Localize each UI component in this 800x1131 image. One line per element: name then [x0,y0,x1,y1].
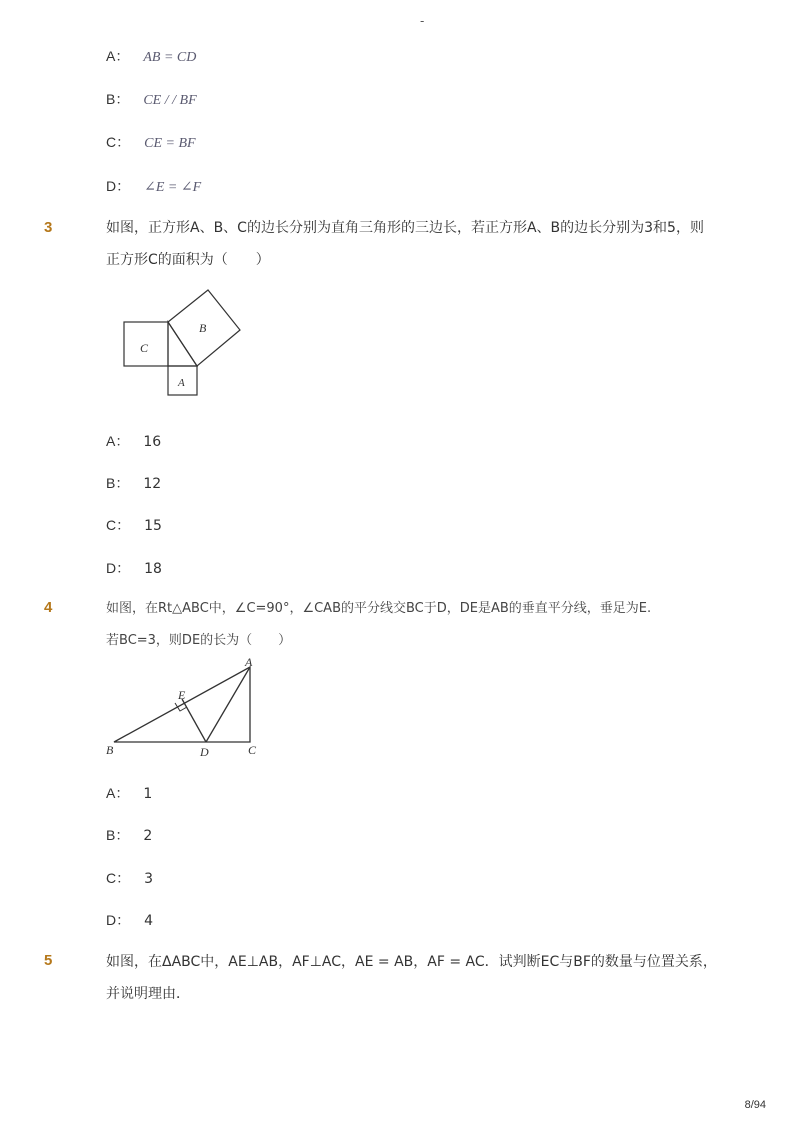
label-b: B [199,321,207,335]
label-b: B [106,743,114,757]
q3-option-b[interactable]: B： 12 [106,475,162,492]
question-5-number: 5 [44,952,53,969]
label-c: C [248,743,257,757]
q4-option-d[interactable]: D： 4 [106,912,154,929]
question-4-stem [106,593,746,657]
question-5-line-2: 并说明理由． [106,986,190,1002]
segment-ad [206,667,250,742]
q3-option-d[interactable]: D： 18 [106,560,162,577]
prev-option-d[interactable]: D： ∠E = ∠F [106,178,202,195]
label-a: A [245,655,253,669]
question-3-number: 3 [44,219,53,236]
q3-option-a[interactable]: A： 16 [106,433,162,450]
question-4-line-2: 若BC=3，则DE的长为（ ） [106,633,292,648]
label-d: D [200,745,209,759]
label-e: E [178,688,186,702]
question-4-line-1: 如图，在Rt△ABC中，∠C=90°，∠CAB的平分线交BC于D，DE是AB的垂直平分线，垂足为E. [106,601,652,616]
segment-de [182,699,206,742]
question-5-stem [106,946,746,1010]
q4-option-c[interactable]: C： 3 [106,870,154,887]
label-c: C [140,341,149,355]
q4-option-b[interactable]: B： 2 [106,827,153,844]
prev-option-b[interactable]: B： CE / / BF [106,91,197,108]
q4-option-a[interactable]: A： 1 [106,785,153,802]
question-3-line-1: 如图，正方形A、B、C的边长分别为直角三角形的三边长，若正方形A、B的边长分别为3和5，则 [106,220,704,236]
q3-option-c[interactable]: C： 15 [106,517,162,534]
page-number: 8/94 [744,1099,766,1111]
question-3-figure [110,280,250,405]
question-5-line-1: 如图，在ΔABC中，AE⊥AB，AF⊥AC，AE = AB，AF = AC．试判断EC与BF的数量与位置关系， [106,954,717,970]
prev-option-c[interactable]: C： CE = BF [106,134,196,151]
triangle-abc [114,667,250,742]
header-mark: - [420,14,425,28]
question-4-figure [100,652,270,764]
question-3-stem [106,212,746,276]
question-4-number: 4 [44,599,53,616]
label-a: A [178,377,185,389]
question-3-line-2: 正方形C的面积为（ ） [106,252,270,268]
prev-option-a[interactable]: A： AB = CD [106,48,197,65]
right-triangle [168,322,197,366]
